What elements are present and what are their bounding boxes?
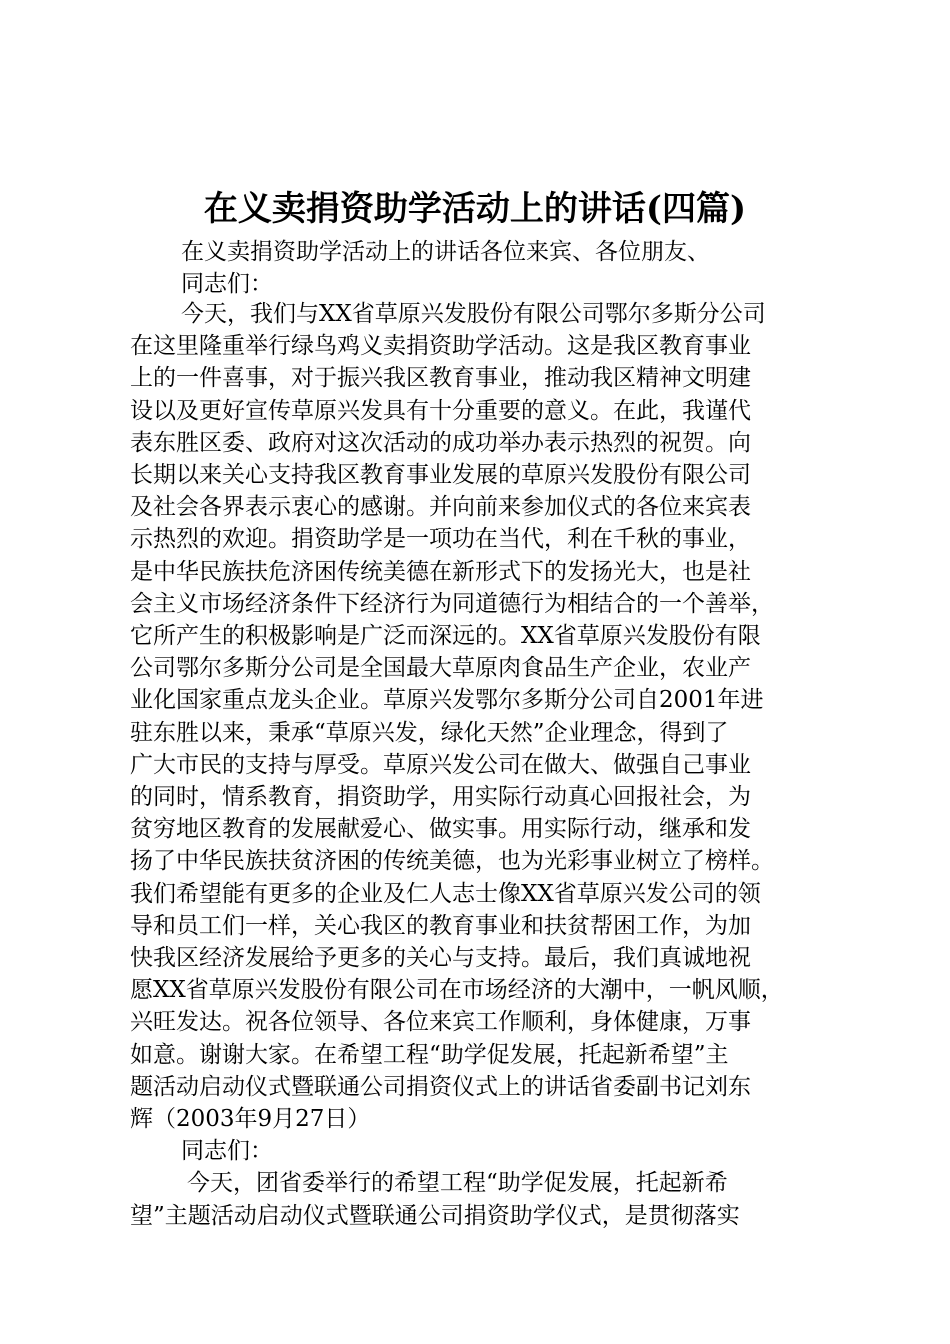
- paragraph-line: 公司鄂尔多斯分公司是全国最大草原肉食品生产企业，农业产: [130, 655, 751, 682]
- paragraph-line: 愿XX省草原兴发股份有限公司在市场经济的大潮中，一帆风顺，: [130, 977, 784, 1004]
- paragraph-line: 快我区经济发展给予更多的关心与支持。最后，我们真诚地祝: [130, 945, 751, 972]
- document-title: 在义卖捐资助学活动上的讲话(四篇): [203, 189, 747, 229]
- paragraph-line: 它所产生的积极影响是广泛而深远的。XX省草原兴发股份有限: [130, 623, 761, 650]
- paragraph-line: 今天，团省委举行的希望工程“助学促发展，托起新希: [187, 1170, 728, 1197]
- paragraph-line: 驻东胜以来，秉承“草原兴发，绿化天然”企业理念，得到了: [130, 719, 729, 746]
- paragraph-line: 表东胜区委、政府对这次活动的成功举办表示热烈的祝贺。向: [130, 429, 751, 456]
- body-text: [130, 298, 830, 1232]
- paragraph-line: 上的一件喜事，对于振兴我区教育事业，推动我区精神文明建: [130, 365, 751, 392]
- intro-line: 同志们：: [181, 271, 273, 297]
- paragraph-line: 广大市民的支持与厚受。草原兴发公司在做大、做强自己事业: [130, 751, 751, 778]
- intro-block: [181, 236, 710, 300]
- paragraph-line: 辉（2003年9月27日）: [130, 1106, 371, 1133]
- paragraph-line: 扬了中华民族扶贫济困的传统美德，也为光彩事业树立了榜样。: [130, 848, 774, 875]
- paragraph-line: 同志们：: [181, 1138, 273, 1165]
- paragraph-line: 及社会各界表示衷心的感谢。并向前来参加仪式的各位来宾表: [130, 494, 751, 521]
- paragraph-line: 会主义市场经济条件下经济行为同道德行为相结合的一个善举，: [130, 590, 774, 617]
- paragraph-line: 导和员工们一样，关心我区的教育事业和扶贫帮困工作，为加: [130, 912, 751, 939]
- paragraph-line: 长期以来关心支持我区教育事业发展的草原兴发股份有限公司: [130, 462, 751, 489]
- paragraph-line: 如意。谢谢大家。在希望工程“助学促发展，托起新希望”主: [130, 1041, 729, 1068]
- paragraph-line: 我们希望能有更多的企业及仁人志士像XX省草原兴发公司的领: [130, 880, 761, 907]
- paragraph-line: 题活动启动仪式暨联通公司捐资仪式上的讲话省委副书记刘东: [130, 1073, 751, 1100]
- paragraph-line: 设以及更好宣传草原兴发具有十分重要的意义。在此，我谨代: [130, 397, 751, 424]
- intro-line: 在义卖捐资助学活动上的讲话各位来宾、各位朋友、: [181, 239, 710, 265]
- paragraph-line: 兴旺发达。祝各位领导、各位来宾工作顺利，身体健康，万事: [130, 1009, 751, 1036]
- paragraph-line: 业化国家重点龙头企业。草原兴发鄂尔多斯分公司自2001年进: [130, 687, 764, 714]
- paragraph-line: 的同时，情系教育，捐资助学，用实际行动真心回报社会，为: [130, 784, 751, 811]
- paragraph-line: 是中华民族扶危济困传统美德在新形式下的发扬光大，也是社: [130, 558, 751, 585]
- paragraph-line: 望”主题活动启动仪式暨联通公司捐资助学仪式，是贯彻落实: [130, 1202, 740, 1229]
- paragraph-line: 在这里隆重举行绿鸟鸡义卖捐资助学活动。这是我区教育事业: [130, 333, 751, 360]
- paragraph-line: 今天，我们与XX省草原兴发股份有限公司鄂尔多斯分公司: [181, 301, 766, 327]
- paragraph-line: 贫穷地区教育的发展献爱心、做实事。用实际行动，继承和发: [130, 816, 751, 843]
- paragraph-line: 示热烈的欢迎。捐资助学是一项功在当代，利在千秋的事业，: [130, 526, 751, 553]
